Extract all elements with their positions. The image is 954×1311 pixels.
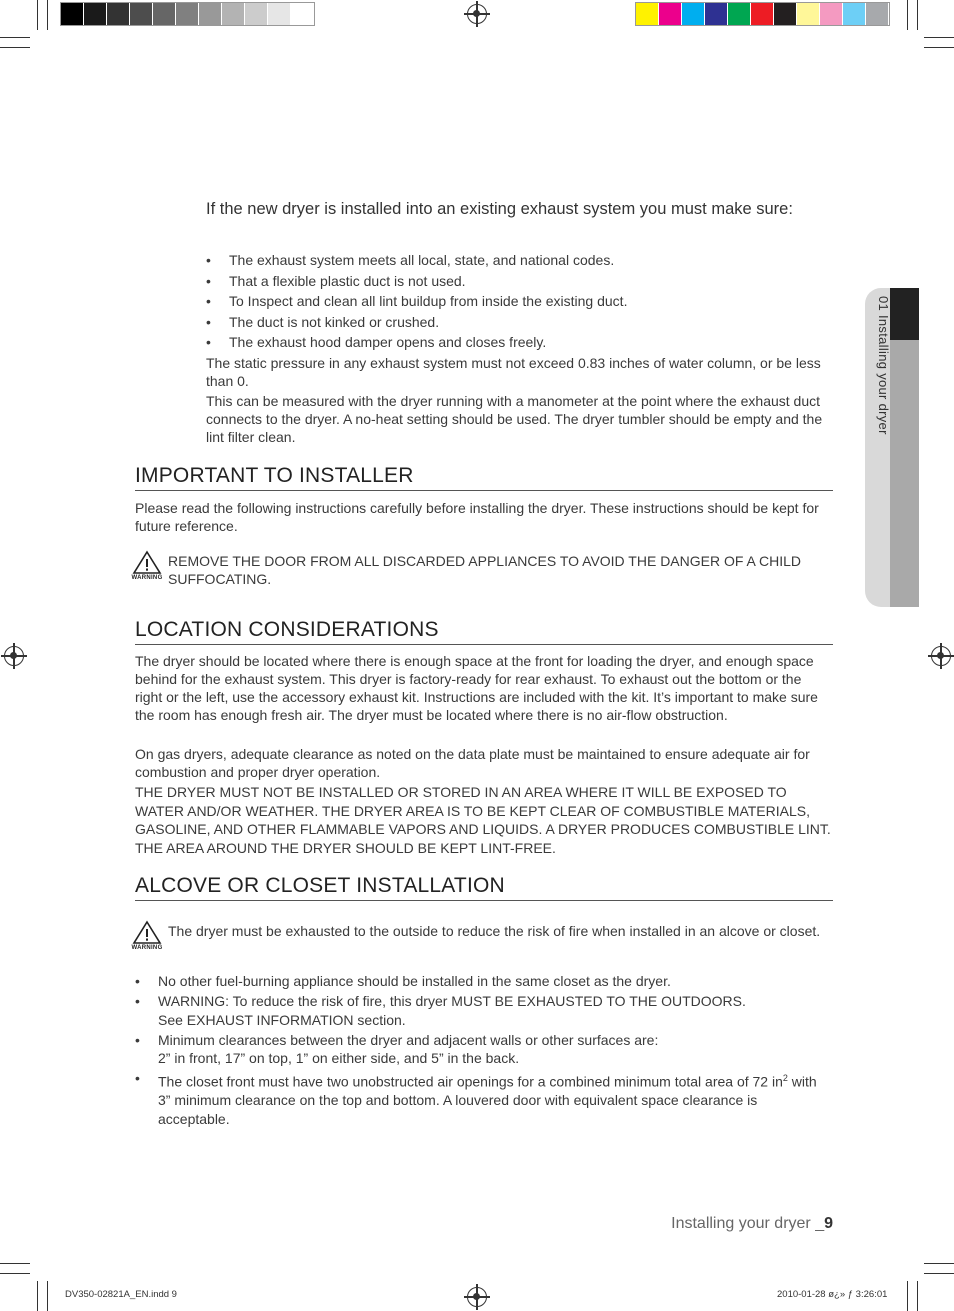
- crop-mark: [907, 1281, 908, 1311]
- page-number: 9: [824, 1215, 833, 1232]
- section-heading-location: LOCATION CONSIDERATIONS: [135, 618, 833, 645]
- manometer-paragraph: This can be measured with the dryer running with a manometer at the point where the exhaust duct connects to the dryer. A no-heat setting should be used. The dryer tumbler should be empty and the lint filter clean.: [206, 393, 823, 445]
- registration-mark-icon: [467, 1287, 487, 1307]
- list-item: • The exhaust system meets all local, state, and national codes.: [206, 250, 831, 271]
- color-swatch: [682, 3, 705, 25]
- crop-mark: [0, 1263, 30, 1264]
- crop-mark: [47, 1281, 48, 1311]
- warning-label: WARNING: [131, 575, 163, 581]
- warning-label: WARNING: [131, 945, 163, 951]
- color-swatch: [268, 3, 291, 25]
- crop-mark: [917, 1281, 918, 1311]
- list-item: • That a flexible plastic duct is not used.: [206, 271, 831, 292]
- color-swatch: [153, 3, 176, 25]
- crop-mark: [47, 0, 48, 30]
- grey-color-bar: [60, 2, 315, 26]
- color-swatch: [222, 3, 245, 25]
- color-swatch: [84, 3, 107, 25]
- list-item: • The exhaust hood damper opens and closes freely.: [206, 332, 831, 353]
- process-color-bar: [635, 2, 890, 26]
- warning-icon: [129, 920, 165, 960]
- color-swatch: [176, 3, 199, 25]
- intro-bullet-list: [206, 250, 831, 353]
- color-swatch: [130, 3, 153, 25]
- list-item: [135, 1031, 830, 1068]
- crop-mark: [924, 1263, 954, 1264]
- static-pressure-paragraph: The static pressure in any exhaust system must not exceed 0.83 inches of water column, or be less than 0.: [206, 355, 821, 389]
- intro-lead: If the new dryer is installed into an existing exhaust system you must make sure:: [206, 200, 793, 218]
- color-swatch: [797, 3, 820, 25]
- list-item: [135, 1069, 830, 1128]
- list-item-text: See EXHAUST INFORMATION section.: [158, 1011, 406, 1028]
- list-item: [135, 972, 830, 991]
- list-item: [135, 992, 830, 1029]
- color-swatch: [774, 3, 797, 25]
- section-heading-important: IMPORTANT TO INSTALLER: [135, 464, 833, 491]
- alcove-bullet-list: [135, 972, 830, 1130]
- location-paragraph-2: On gas dryers, adequate clearance as noted on the data plate must be maintained to ensure adequate air for combustion and proper dryer operation.: [135, 746, 810, 780]
- warning-icon: [129, 550, 165, 590]
- location-paragraph-3: THE DRYER MUST NOT BE INSTALLED OR STORED IN AN AREA WHERE IT WILL BE EXPOSED TO WATER AND/OR WEATHER. THE DRYER AREA IS TO BE KEPT CLEAR OF COMBUSTIBLE MATERIALS, GASOLINE, AND OTHER FLAMMABLE VAPORS AND LIQUIDS. A DRYER PRODUCES COMBUSTIBLE LINT. THE AREA AROUND THE DRYER SHOULD BE KEPT LINT-FREE.: [135, 784, 831, 856]
- list-item-text: 2” in front, 17” on top, 1” on either side, and 5” in the back.: [158, 1050, 520, 1066]
- color-swatch: [199, 3, 222, 25]
- color-swatch: [728, 3, 751, 25]
- alcove-warning-text: The dryer must be exhausted to the outside to reduce the risk of fire when installed in an alcove or closet.: [168, 923, 821, 939]
- color-swatch: [291, 3, 314, 25]
- crop-mark: [924, 37, 954, 38]
- warning-text: REMOVE THE DOOR FROM ALL DISCARDED APPLIANCES TO AVOID THE DANGER OF A CHILD SUFFOCATING.: [168, 553, 802, 587]
- list-item: • To Inspect and clean all lint buildup from inside the existing duct.: [206, 291, 831, 312]
- location-paragraph-1: The dryer should be located where there is enough space at the front for loading the dryer, and enough space behind for the exhaust system. This dryer is factory-ready for rear exhaust. To exhaust out the bottom or the right or the left, use the accessory exhaust kit. Instructions are included with the kit. It’s important to make sure the room has enough fresh air. The dryer must be located where there is no air-flow obstruction.: [135, 653, 818, 723]
- crop-mark: [37, 0, 38, 30]
- list-item-text: WARNING: To reduce the risk of fire, this dryer MUST BE EXHAUSTED TO THE OUTDOORS.: [158, 993, 746, 1009]
- list-item-text: No other fuel-burning appliance should be installed in the same closet as the dryer.: [158, 973, 671, 989]
- crop-mark: [917, 0, 918, 30]
- section-heading-alcove: ALCOVE OR CLOSET INSTALLATION: [135, 874, 833, 901]
- registration-mark-icon: [4, 646, 24, 666]
- list-item: • The duct is not kinked or crushed.: [206, 312, 831, 333]
- crop-mark: [0, 47, 30, 48]
- list-item-text: Minimum clearances between the dryer and adjacent walls or other surfaces are:: [158, 1031, 659, 1048]
- color-swatch: [107, 3, 130, 25]
- page-footer: [671, 1215, 833, 1233]
- superscript: 2: [782, 1073, 788, 1083]
- chapter-tab-stripe: [890, 340, 919, 607]
- registration-mark-icon: [467, 4, 487, 24]
- slug-timestamp: 2010-01-28 ø¿» ƒ 3:26:01: [777, 1289, 888, 1300]
- crop-mark: [907, 0, 908, 30]
- crop-mark: [0, 37, 30, 38]
- list-item-text: with 3” minimum clearance on the top and bottom. A louvered door with equivalent space clearance is acceptable.: [158, 1073, 817, 1127]
- color-swatch: [751, 3, 774, 25]
- crop-mark: [37, 1281, 38, 1311]
- color-swatch: [245, 3, 268, 25]
- crop-mark: [924, 47, 954, 48]
- color-swatch: [636, 3, 659, 25]
- list-item-text: The closet front must have two unobstructed air openings for a combined minimum total area of 72 in: [158, 1073, 783, 1090]
- footer-section-title: Installing your dryer _: [671, 1215, 825, 1232]
- color-swatch: [659, 3, 682, 25]
- crop-mark: [0, 1273, 30, 1274]
- color-swatch: [843, 3, 866, 25]
- important-paragraph: Please read the following instructions carefully before installing the dryer. These instructions should be kept for future reference.: [135, 500, 819, 534]
- color-swatch: [705, 3, 728, 25]
- crop-mark: [924, 1273, 954, 1274]
- chapter-tab-label: 01 Installing your dryer: [876, 296, 891, 435]
- color-swatch: [61, 3, 84, 25]
- color-swatch: [866, 3, 889, 25]
- registration-mark-icon: [931, 646, 951, 666]
- chapter-tab-marker: [890, 288, 919, 340]
- color-swatch: [820, 3, 843, 25]
- slug-file-info: DV350-02821A_EN.indd 9: [65, 1289, 177, 1300]
